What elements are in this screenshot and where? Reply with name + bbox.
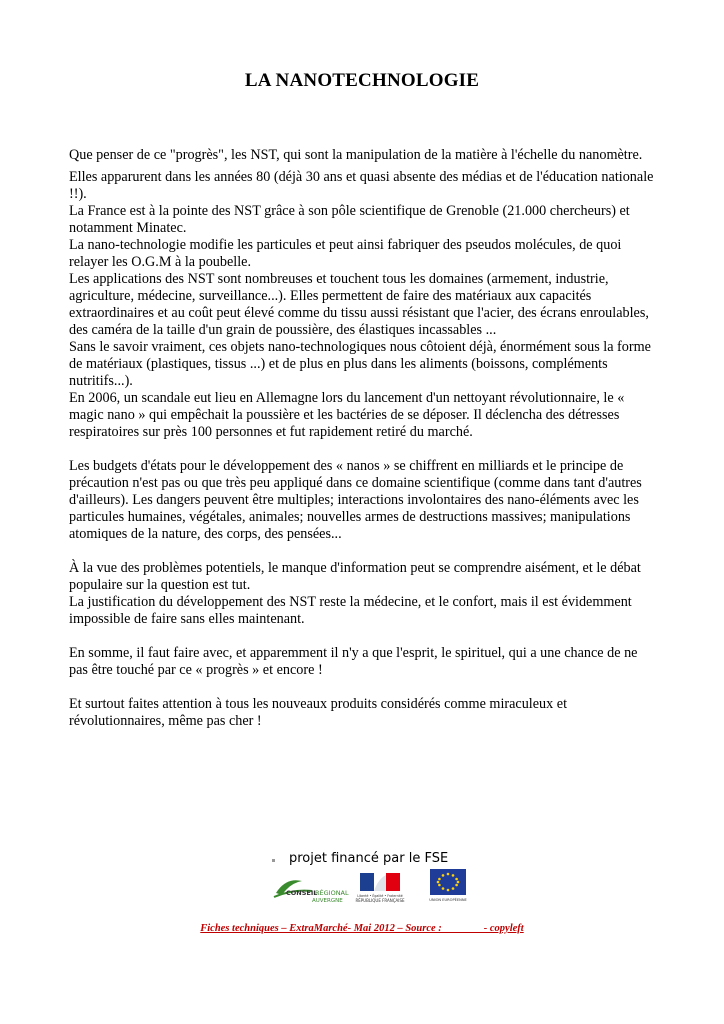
paragraph: En 2006, un scandale eut lieu en Allemagne lors du lancement d'un nettoyant révolutionnaire, le « magic nano » qui empêchait la poussière et les bactéries de se déposer. Il déclencha des détresses respiratoires sur près 100 personnes et fut rapidement retiré du marché. (69, 390, 625, 440)
paragraph: À la vue des problèmes potentiels, le manque d'information peut se comprendre aisément, et le débat populaire sur la question est tut. (69, 560, 641, 593)
paragraph: La justification du développement des NST reste la médecine, et le confort, mais il est évidemment impossible de faire sans elles maintenant. (69, 594, 632, 627)
paragraph-intro: Que penser de ce "progrès", les NST, qui sont la manipulation de la matière à l'échelle du nanomètre. (69, 147, 643, 163)
svg-text:RÉPUBLIQUE FRANÇAISE: RÉPUBLIQUE FRANÇAISE (355, 898, 405, 903)
page-title: LA NANOTECHNOLOGIE (244, 70, 480, 91)
paragraph: Sans le savoir vraiment, ces objets nano-technologiques nous côtoient déjà, énormément sous la forme de matériaux (plastiques, tissus ...) et de plus en plus dans les aliments (boissons, compléments nutritifs...). (69, 339, 651, 389)
paragraph: Elles apparurent dans les années 80 (déjà 30 ans et quasi absente des médias et de l'éducation nationale !!). (69, 169, 654, 202)
paragraph: Les applications des NST sont nombreuses et touchent tous les domaines (armement, industrie, agriculture, médecine, surveillance...). Elles permettent de faire des matériaux aux capacités extraordinaires et au coût peut élevé comme du tissu aussi résistant que l'acier, des écrans enroulables, des caméra de la taille d'un grain de poussière, des élastiques incassables ... (69, 271, 649, 338)
svg-text:UNION EUROPÉENNE: UNION EUROPÉENNE (429, 898, 467, 902)
union-europeenne-flag-icon (428, 867, 468, 907)
svg-text:Liberté • Égalité • Fraternité: Liberté • Égalité • Fraternité (357, 894, 403, 898)
bullet-dot (272, 859, 275, 862)
paragraph: Et surtout faites attention à tous les nouveaux produits considérés comme miraculeux et révolutionnaires, même pas cher ! (69, 696, 568, 729)
funding-label: projet financé par le FSE (289, 851, 449, 866)
svg-text:AUVERGNE: AUVERGNE (312, 898, 343, 904)
svg-text:RÉGIONAL: RÉGIONAL (315, 889, 349, 897)
article-body (69, 147, 659, 730)
conseil-regional-logo (272, 871, 349, 905)
paragraph: La France est à la pointe des NST grâce à son pôle scientifique de Grenoble (21.000 chercheurs) et notamment Minatec. (69, 203, 630, 236)
paragraph: La nano-technologie modifie les particules et peut ainsi fabriquer des pseudos molécules, de quoi relayer les O.G.M à la poubelle. (69, 237, 622, 270)
funding-block (272, 851, 482, 911)
paragraph: En somme, il faut faire avec, et apparemment il n'y a que l'esprit, le spirituel, qui a une chance de ne pas être touché par ce « progrès » et encore ! (69, 645, 638, 678)
footer-credits: Fiches techniques – ExtraMarché- Mai 2012 – Source : - copyleft (200, 923, 524, 934)
republique-francaise-logo (352, 871, 408, 905)
svg-text:CONSEIL: CONSEIL (286, 889, 318, 897)
paragraph: Les budgets d'états pour le développement des « nanos » se chiffrent en milliards et le principe de précaution n'est pas ou que très peu appliqué dans ce domaine scientifique (comme dans tant d'autres d'ailleurs). Les dangers peuvent être multiples; interactions involontaires des nano-éléments avec les particules humaines, végétales, animales; nouvelles armes de destructions massives; manipulations atomiques de la nature, des corps, des pensées... (69, 458, 642, 542)
